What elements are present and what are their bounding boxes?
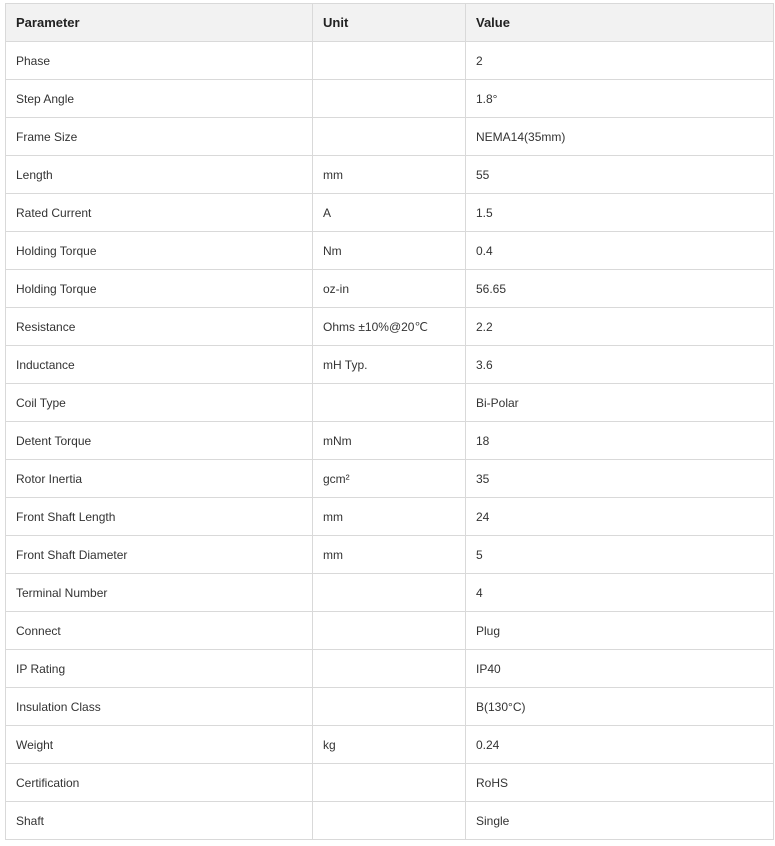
cell-unit: mm bbox=[313, 536, 466, 574]
table-row bbox=[6, 650, 774, 688]
cell-value: 0.24 bbox=[466, 726, 774, 764]
cell-unit bbox=[313, 612, 466, 650]
cell-parameter: Front Shaft Length bbox=[6, 498, 313, 536]
table-header bbox=[6, 4, 774, 42]
cell-unit: mm bbox=[313, 498, 466, 536]
table-row bbox=[6, 764, 774, 802]
cell-parameter: IP Rating bbox=[6, 650, 313, 688]
table-row bbox=[6, 346, 774, 384]
cell-unit bbox=[313, 574, 466, 612]
cell-parameter: Terminal Number bbox=[6, 574, 313, 612]
header-parameter: Parameter bbox=[6, 4, 313, 42]
table-row bbox=[6, 574, 774, 612]
cell-parameter: Length bbox=[6, 156, 313, 194]
table-row bbox=[6, 498, 774, 536]
cell-unit bbox=[313, 802, 466, 840]
table-row bbox=[6, 156, 774, 194]
cell-value: 1.8° bbox=[466, 80, 774, 118]
table-row bbox=[6, 118, 774, 156]
cell-value: 0.4 bbox=[466, 232, 774, 270]
table-body bbox=[6, 42, 774, 840]
cell-parameter: Rotor Inertia bbox=[6, 460, 313, 498]
cell-parameter: Phase bbox=[6, 42, 313, 80]
cell-value: 4 bbox=[466, 574, 774, 612]
cell-value: RoHS bbox=[466, 764, 774, 802]
cell-parameter: Rated Current bbox=[6, 194, 313, 232]
cell-unit: mH Typ. bbox=[313, 346, 466, 384]
header-unit: Unit bbox=[313, 4, 466, 42]
cell-value: 56.65 bbox=[466, 270, 774, 308]
cell-parameter: Inductance bbox=[6, 346, 313, 384]
cell-unit: kg bbox=[313, 726, 466, 764]
cell-parameter: Holding Torque bbox=[6, 232, 313, 270]
cell-unit: Ohms ±10%@20℃ bbox=[313, 308, 466, 346]
cell-unit: Nm bbox=[313, 232, 466, 270]
cell-value: 1.5 bbox=[466, 194, 774, 232]
cell-parameter: Resistance bbox=[6, 308, 313, 346]
table-row bbox=[6, 612, 774, 650]
table-row bbox=[6, 384, 774, 422]
spec-table bbox=[5, 3, 774, 840]
header-value: Value bbox=[466, 4, 774, 42]
cell-unit: mm bbox=[313, 156, 466, 194]
cell-value: Single bbox=[466, 802, 774, 840]
cell-value: IP40 bbox=[466, 650, 774, 688]
cell-unit: gcm² bbox=[313, 460, 466, 498]
cell-unit: oz-in bbox=[313, 270, 466, 308]
table-row bbox=[6, 308, 774, 346]
cell-parameter: Coil Type bbox=[6, 384, 313, 422]
table-row bbox=[6, 460, 774, 498]
cell-parameter: Step Angle bbox=[6, 80, 313, 118]
cell-unit bbox=[313, 80, 466, 118]
table-row bbox=[6, 42, 774, 80]
cell-parameter: Holding Torque bbox=[6, 270, 313, 308]
cell-value: 35 bbox=[466, 460, 774, 498]
cell-parameter: Insulation Class bbox=[6, 688, 313, 726]
cell-parameter: Front Shaft Diameter bbox=[6, 536, 313, 574]
cell-unit bbox=[313, 42, 466, 80]
cell-unit bbox=[313, 118, 466, 156]
cell-value: 24 bbox=[466, 498, 774, 536]
cell-value: 5 bbox=[466, 536, 774, 574]
table-row bbox=[6, 270, 774, 308]
cell-parameter: Shaft bbox=[6, 802, 313, 840]
cell-value: 2 bbox=[466, 42, 774, 80]
cell-unit bbox=[313, 688, 466, 726]
cell-unit bbox=[313, 650, 466, 688]
table-row bbox=[6, 422, 774, 460]
cell-parameter: Detent Torque bbox=[6, 422, 313, 460]
cell-value: 3.6 bbox=[466, 346, 774, 384]
table-row bbox=[6, 802, 774, 840]
cell-parameter: Weight bbox=[6, 726, 313, 764]
cell-parameter: Frame Size bbox=[6, 118, 313, 156]
cell-value: 2.2 bbox=[466, 308, 774, 346]
cell-value: Plug bbox=[466, 612, 774, 650]
table-row bbox=[6, 194, 774, 232]
table-row bbox=[6, 726, 774, 764]
table-row bbox=[6, 80, 774, 118]
cell-unit: A bbox=[313, 194, 466, 232]
cell-unit bbox=[313, 764, 466, 802]
cell-parameter: Connect bbox=[6, 612, 313, 650]
cell-value: NEMA14(35mm) bbox=[466, 118, 774, 156]
cell-value: Bi-Polar bbox=[466, 384, 774, 422]
cell-value: 18 bbox=[466, 422, 774, 460]
header-row bbox=[6, 4, 774, 42]
cell-unit: mNm bbox=[313, 422, 466, 460]
cell-parameter: Certification bbox=[6, 764, 313, 802]
table-row bbox=[6, 536, 774, 574]
table-row bbox=[6, 232, 774, 270]
cell-value: B(130°C) bbox=[466, 688, 774, 726]
cell-value: 55 bbox=[466, 156, 774, 194]
cell-unit bbox=[313, 384, 466, 422]
table-row bbox=[6, 688, 774, 726]
